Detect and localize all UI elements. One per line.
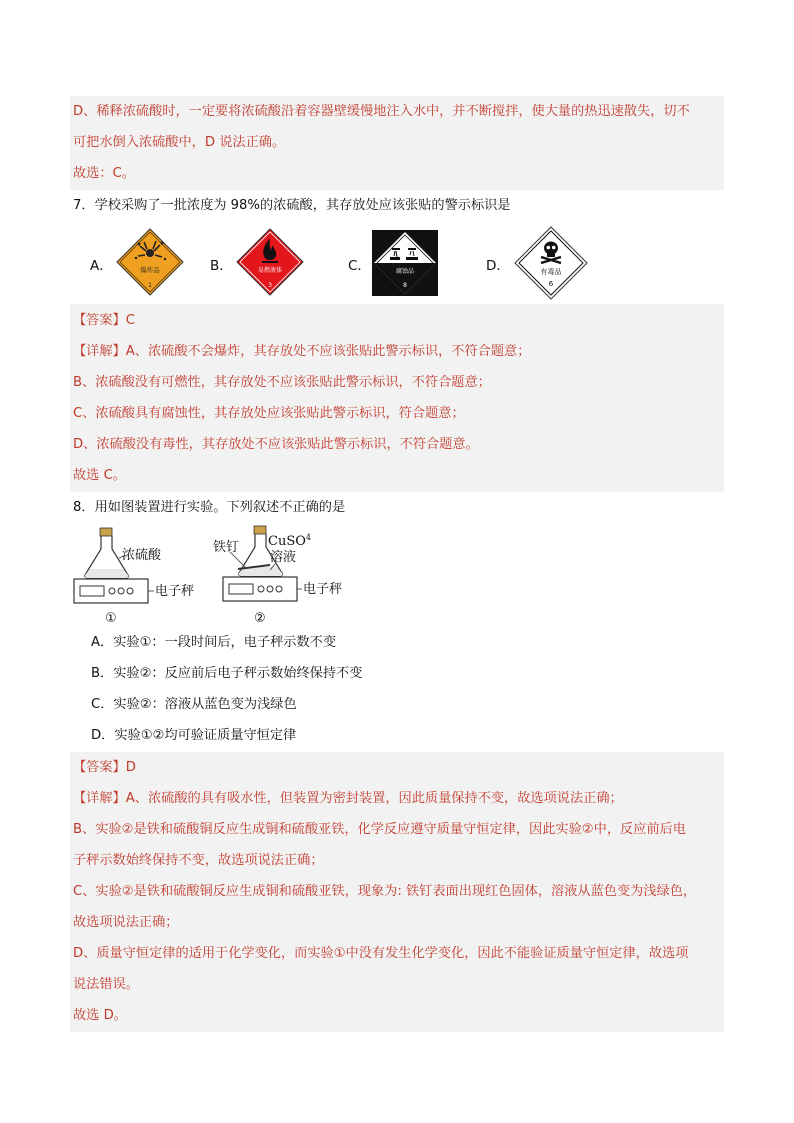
q8-answer-value: D: [125, 760, 136, 775]
corrosive-sign-number: 8: [403, 282, 407, 289]
q7-answer: [73, 311, 135, 331]
label-solution: 溶液: [270, 550, 297, 565]
q8-detail-line-2: B、实验②是铁和硫酸铜反应生成铜和硫酸亚铁，化学反应遵守质量守恒定律，因此实验②中，反应前后电: [73, 822, 686, 837]
q8-detail-tag: 【详解】: [73, 791, 126, 806]
q8-option-d: D．实验①②均可验证质量守恒定律: [91, 728, 297, 743]
q7-detail-line-1: [73, 342, 530, 362]
q8-detail-text-1: A、浓硫酸的具有吸水性，但装置为密封装置，因此质量保持不变，故选项说法正确；: [125, 791, 623, 806]
q7-detail-line-3: C、浓硫酸具有腐蚀性，其存放处应该张贴此警示标识，符合题意；: [73, 406, 465, 421]
q7-conclusion: 故选 C。: [73, 468, 126, 483]
q8-detail-line-3: 子秤示数始终保持不变，故选项说法正确；: [73, 853, 324, 868]
q8-detail-line-1: [73, 789, 623, 809]
flammable-sign-number: 3: [268, 282, 272, 289]
prev-explanation-line-1: D、稀释浓硫酸时，一定要将浓硫酸沿着容器壁缓慢地注入水中，并不断搅拌，使大量的热迅速散失，切不: [73, 104, 690, 119]
q8-stem: 8．用如图装置进行实验。下列叙述不正确的是: [73, 500, 346, 515]
q7-answer-block: [70, 304, 724, 492]
q7-answer-tag: 【答案】: [73, 313, 126, 328]
prev-explanation-line-2: 可把水倒入浓硫酸中，D 说法正确。: [73, 135, 286, 150]
q8-option-b: B．实验②：反应前后电子秤示数始终保持不变: [91, 666, 363, 681]
q8-option-a: A．实验①：一段时间后，电子秤示数不变: [91, 635, 337, 650]
label-num-2: ②: [254, 611, 266, 626]
q8-detail-line-7: 说法错误。: [73, 977, 139, 992]
q7-option-c-letter: C．: [348, 258, 371, 274]
apparatus-1: [74, 528, 194, 626]
q7-detail-text-1: A、浓硫酸不会爆炸，其存放处不应该张贴此警示标识，不符合题意；: [125, 344, 531, 359]
q7-stem: 7．学校采购了一批浓度为 98%的浓硫酸，其存放处应该张贴的警示标识是: [73, 198, 511, 213]
flammable-liquid-sign: [236, 228, 304, 296]
q8-detail-line-4: C、实验②是铁和硫酸铜反应生成铜和硫酸亚铁，现象为: 铁钉表面出现红色固体，溶液从蓝色变为浅绿色，: [73, 884, 697, 899]
q8-conclusion: 故选 D。: [73, 1008, 127, 1023]
flask-2-stopper: [254, 526, 266, 534]
flask-1-stopper: [100, 528, 112, 536]
label-cuso4-sub: 4: [305, 533, 311, 542]
toxic-sign-number: 6: [548, 280, 554, 288]
label-cuso4-formula: CuSO: [268, 534, 306, 549]
corrosive-sign: [372, 230, 438, 296]
apparatus-2: [213, 526, 342, 626]
q7-answer-value: C: [125, 313, 135, 328]
explosive-sign-text: 爆炸品: [140, 266, 160, 274]
label-cuso4: [268, 533, 311, 549]
q8-answer-tag: 【答案】: [73, 760, 126, 775]
q8-detail-line-5: 故选项说法正确；: [73, 915, 179, 930]
q8-option-c: C．实验②：溶液从蓝色变为浅绿色: [91, 697, 297, 712]
prev-explanation-conclusion: 故选：C。: [73, 166, 135, 181]
label-num-1: ①: [105, 611, 117, 626]
label-iron-nail: 铁钉: [213, 540, 240, 555]
q7-option-d-letter: D．: [486, 258, 510, 274]
toxic-sign-text: 有毒品: [540, 268, 562, 276]
explosive-sign-number: 1: [148, 282, 152, 289]
label-scale-1: 电子秤: [155, 584, 195, 599]
q8-answer: [73, 758, 136, 778]
label-concentrated-acid: 浓硫酸: [122, 548, 162, 563]
flammable-sign-text: 易燃液体: [257, 267, 283, 274]
explosive-sign: [116, 228, 184, 296]
corrosive-sign-text: 腐蚀品: [395, 268, 415, 275]
q7-option-b-letter: B．: [210, 258, 233, 274]
toxic-sign: [514, 226, 588, 300]
q8-apparatus-figure: [70, 525, 360, 627]
label-scale-2: 电子秤: [303, 582, 343, 597]
q7-detail-line-4: D、浓硫酸没有毒性，其存放处不应该张贴此警示标识，不符合题意。: [73, 437, 479, 452]
q7-detail-line-2: B、浓硫酸没有可燃性，其存放处不应该张贴此警示标识，不符合题意；: [73, 375, 491, 390]
q8-detail-line-6: D、质量守恒定律的适用于化学变化，而实验①中没有发生化学变化，因此不能验证质量守恒定律，故选项: [73, 946, 689, 961]
q7-option-a-letter: A．: [90, 258, 113, 274]
q7-detail-tag: 【详解】: [73, 344, 126, 359]
